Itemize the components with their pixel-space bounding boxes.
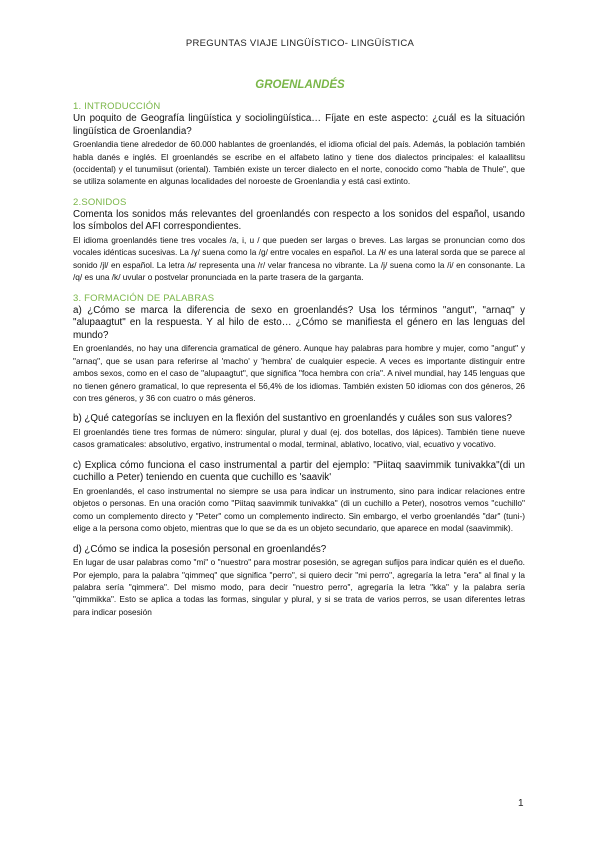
question-flexion-sustantivo: b) ¿Qué categorías se incluyen en la flexión del sustantivo en groenlandés y cuáles son sus valores? [73, 413, 512, 425]
answer-posesion: En lugar de usar palabras como "mi" o "nuestro" para mostrar posesión, se agregan sufijos para indicar quién es el dueño. Por ejemplo, para la palabra "qimmeq" que significa "perro", si quiero decir "mi perro", agregaría la letra "era" al final y la palabra sería "qimmera". Del mismo modo, para decir "nuestro perro", agregaría la letra "kka" y la palabra sería "qimmikka". Esto se aplica a todas las formas, singular y plural, y si se trata de varios perros, se usan diferentes letras para indicar posesión [73, 557, 525, 617]
question-genero: a) ¿Cómo se marca la diferencia de sexo en groenlandés? Usa los términos "angut", "arnaq" y "alupaagtut" en la respuesta. Y al hilo de esto… ¿Cómo se manifiesta el género en las lenguas del mundo? [73, 304, 525, 341]
question-posesion: d) ¿Cómo se indica la posesión personal en groenlandés? [73, 543, 327, 555]
answer-genero: En groenlandés, no hay una diferencia gramatical de género. Aunque hay palabras para hombre y mujer, como "angut" y "arnaq", que se usan para referirse al 'macho' y 'hembra' de cualquier especie. A veces es importante distinguir entre ambos sexos, como en el caso de "alupaagtut", que significa "foca hembra con cría". A nivel mundial, hay 145 lenguas que no tienen género gramatical, lo que representa el 56,4% de los idiomas. También existen 50 idiomas con dos géneros, 26 con tres géneros, y 36 con cuatro o más géneros. [73, 343, 525, 404]
answer-sonidos: El idioma groenlandés tiene tres vocales /a, i, u / que pueden ser largas o breves. Las largas se pronuncian como dos vocales idénticas sucesivas. La /ɣ/ suena como la /g/ entre vocales en español. La /ɬ/ es una lateral sorda que se parece al sonido /jl/ en español. La letra /ʁ/ representa una /r/ velar francesa no vibrante. La /j/ suena como la /i/ en consonante. La /q/ es una /k/ uvular o postvelar pronunciada en la parte trasera de la garganta. [73, 235, 525, 283]
document-title: GROENLANDÉS [255, 79, 345, 91]
section-heading-introduccion: 1. INTRODUCCIÓN [73, 101, 161, 112]
page-number: 1 [518, 798, 524, 809]
question-situacion-linguistica: Un poquito de Geografía lingüística y sociolingüística… Fíjate en este aspecto: ¿cuál es la situación lingüística de Groenlandia? [73, 113, 525, 137]
document-body [73, 101, 525, 627]
section-heading-sonidos: 2.SONIDOS [73, 196, 127, 208]
answer-caso-instrumental: En groenlandés, el caso instrumental no siempre se usa para indicar un instrumento, sino para indicar relaciones entre objetos o personas. En una oración como "Piitaq saavimmik tunivakka" (di un cuchillo a Peter), nosotros vemos "cuchillo" como un complemento directo y "Peter" como un complemento indirecto. Sin embargo, el verbo groenlandés "dar" (tuni-) elige a la persona como objeto, mientras que lo que se da es un objeto secundario, que aparece en modal (saavimmik). [73, 486, 525, 534]
question-sonidos: Comenta los sonidos más relevantes del groenlandés con respecto a los sonidos del español, usando los símbolos del AFI correspondientes. [73, 208, 525, 233]
answer-situacion-linguistica: Groenlandia tiene alrededor de 60.000 hablantes de groenlandés, el idioma oficial del país. Además, la población también habla danés e inglés. El groenlandés se escribe en el alfabeto latino y tiene dos dialectos principales: el kalaallitsu (occidental) y el tunumiisut (oriental). También existe un tercer dialecto en el norte, conocido como "habla de Thule", que se utiliza solamente en algunas localidades del noroeste de Groenlandia y está casi extinto. [73, 139, 525, 187]
answer-flexion-sustantivo: El groenlandés tiene tres formas de número: singular, plural y dual (ej. dos botellas, dos lápices). También tiene nueve casos gramaticales: absolutivo, ergativo, instrumental o modal, terminal, ablativo, locativo, vial, ecuativo y vocativo. [73, 427, 525, 450]
question-caso-instrumental: c) Explica cómo funciona el caso instrumental a partir del ejemplo: "Piitaq saavimmik tunivakka"(di un cuchillo a Peter) teniendo en cuenta que cuchillo es 'saavik' [73, 459, 525, 484]
running-header: PREGUNTAS VIAJE LINGÜÍSTICO- LINGÜÍSTICA [185, 38, 415, 49]
section-heading-formacion-palabras: 3. FORMACIÓN DE PALABRAS [73, 292, 215, 304]
